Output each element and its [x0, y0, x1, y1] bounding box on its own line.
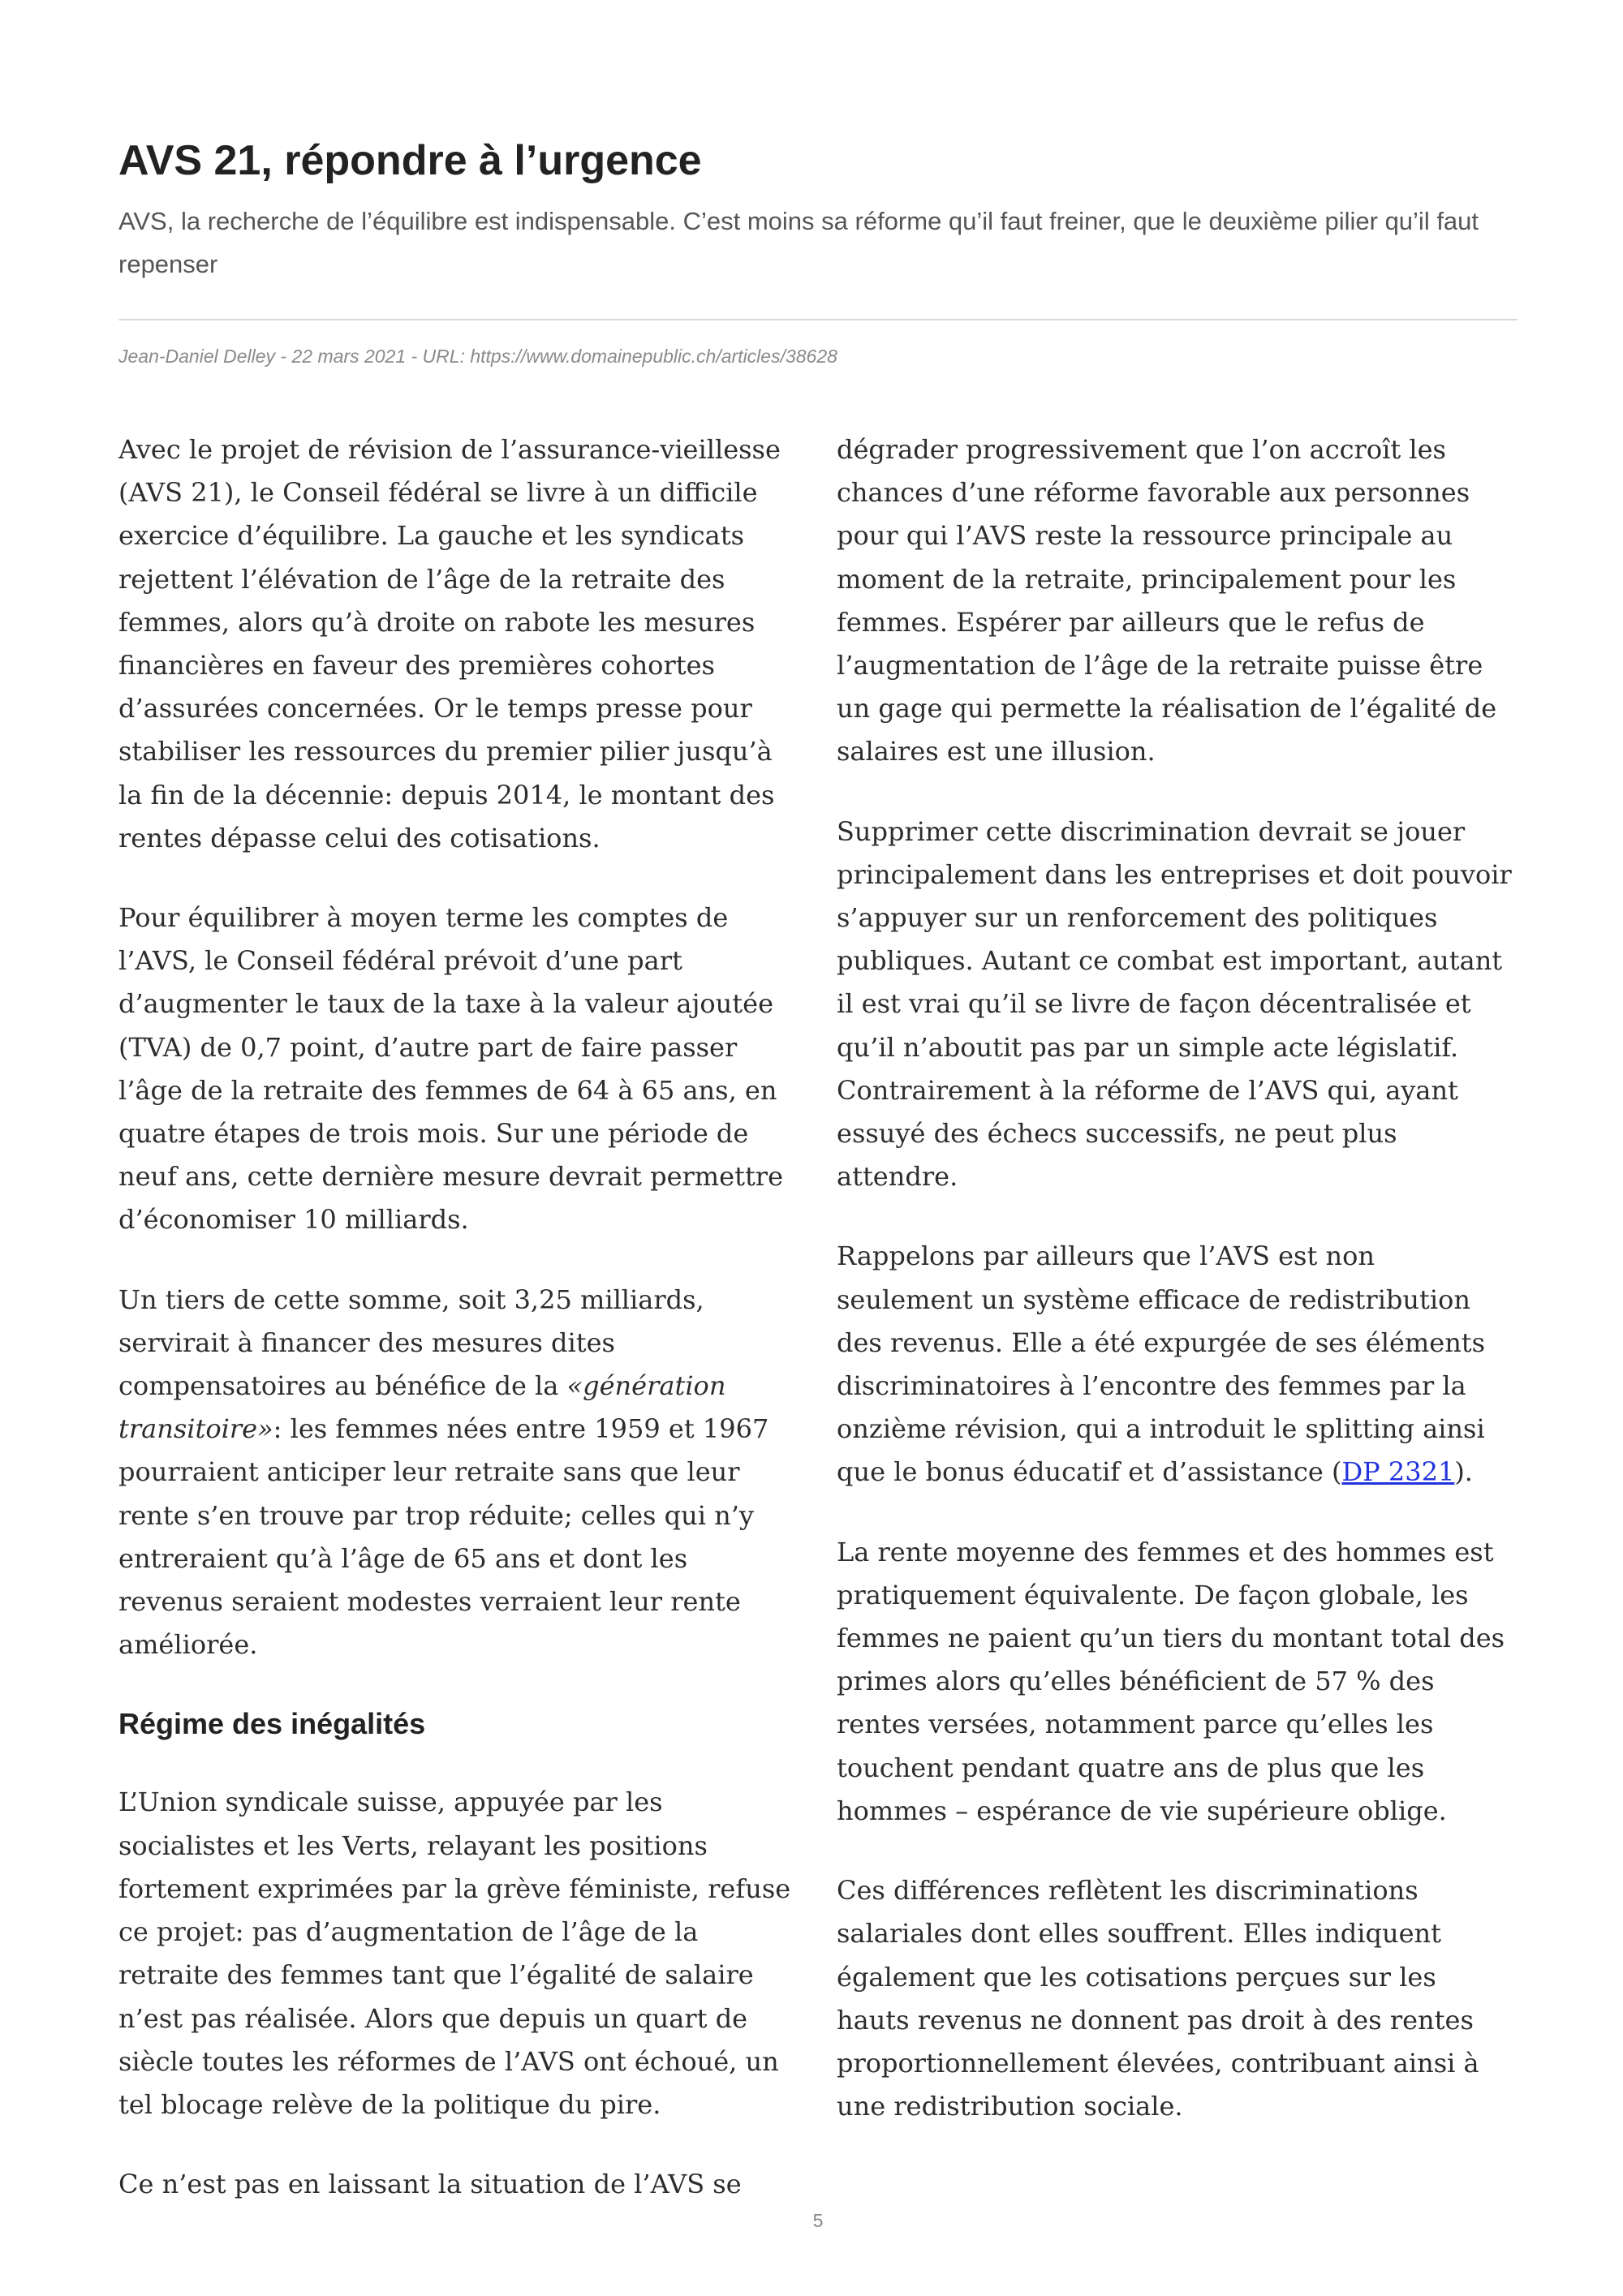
paragraph [118, 1279, 796, 1667]
paragraph: dégrader progressivement que l’on accroît les chances d’une réforme favorable aux personnes pour qui l’AVS reste la ressource principale au moment de la retraite, principalement pour les femmes. Espérer par ailleurs que le refus de l’augmentation de l’âge de la retraite puisse être un gage qui permette la réalisation de l’égalité de salaires est une illusion. [837, 434, 1497, 767]
section-heading: Régime des inégalités [118, 1707, 426, 1741]
article-title: AVS 21, répondre à l’urgence [118, 137, 702, 184]
paragraph: L’Union syndicale suisse, appuyée par les socialistes et les Verts, relayant les positions fortement exprimées par la grève féministe, refuse ce projet: pas d’augmentation de l’âge de la retraite des femmes tant que l’égalité de salaire n’est pas réalisée. Alors que depuis un quart de siècle toutes les réformes de l’AVS ont échoué, un tel blocage relève de la politique du pire. [118, 1786, 791, 2120]
paragraph: Supprimer cette discrimination devrait se jouer principalement dans les entreprises et doit pouvoir s’appuyer sur un renforcement des politiques publiques. Autant ce combat est important, autant il est vrai qu’il se livre de façon décentralisée et qu’il n’aboutit pas par un simple acte législatif. Contrairement à la réforme de l’AVS qui, ayant essuyé des échecs successifs, ne peut plus attendre. [837, 815, 1512, 1193]
paragraph: Ce n’est pas en laissant la situation de l’AVS se [118, 2169, 742, 2200]
paragraph: La rente moyenne des femmes et des hommes est pratiquement équivalente. De façon globale, les femmes ne paient qu’un tiers du montant total des primes alors qu’elles bénéficient de 57 % des rentes versées, notamment parce qu’elles les touchent pendant quatre ans de plus que les hommes – espérance de vie supérieure oblige. [837, 1536, 1505, 1826]
paragraph: Avec le projet de révision de l’assurance-vieillesse (AVS 21), le Conseil fédéral se livre à un difficile exercice d’équilibre. La gauche et les syndicats rejettent l’élévation de l’âge de la retraite des femmes, alors qu’à droite on rabote les mesures financières en faveur des premières cohortes d’assurées concernées. Or le temps presse pour stabiliser les ressources du premier pilier jusqu’à la fin de la décennie: depuis 2014, le montant des rentes dépasse celui des cotisations. [118, 434, 781, 853]
paragraph-text: : les femmes nées entre 1959 et 1967 pourraient anticiper leur retraite sans que leur rente s’en trouve par trop réduite; celles qui n’y entreraient qu’à l’âge de 65 ans et dont les revenus seraient modestes verraient leur rente améliorée. [118, 1413, 769, 1661]
article-page [118, 0, 1518, 2296]
dp-2321-link[interactable]: DP 2321 [1341, 1456, 1455, 1488]
paragraph-text: ). [1454, 1456, 1473, 1488]
left-column [118, 428, 796, 2242]
paragraph-text: Rappelons par ailleurs que l’AVS est non seulement un système efficace de redistribution des revenus. Elle a été expurgée de ses éléments discriminatoires à l’encontre des femmes par la onzième révision, qui a introduit le splitting ainsi que le bonus éducatif et d’assistance ( [837, 1240, 1486, 1488]
article-subtitle: AVS, la recherche de l’équilibre est indispensable. C’est moins sa réforme qu’il faut freiner, que le deuxième pilier qu’il faut repenser [118, 207, 1479, 278]
right-column [837, 428, 1514, 2165]
article-byline: Jean-Daniel Delley - 22 mars 2021 - URL: https://www.domainepublic.ch/articles/38628 [118, 346, 837, 367]
emphasized-text: «génération transitoire» [118, 1370, 726, 1445]
page-number: 5 [812, 2210, 824, 2231]
header-divider [118, 319, 1518, 320]
paragraph: Pour équilibrer à moyen terme les comptes de l’AVS, le Conseil fédéral prévoit d’une part d’augmenter le taux de la taxe à la valeur ajoutée (TVA) de 0,7 point, d’autre part de faire passer l’âge de la retraite des femmes de 64 à 65 ans, en quatre étapes de trois mois. Sur une période de neuf ans, cette dernière mesure devrait permettre d’économiser 10 milliards. [118, 902, 784, 1236]
paragraph-text: Un tiers de cette somme, soit 3,25 milliards, servirait à financer des mesures dites compensatoires au bénéfice de la [118, 1283, 704, 1402]
paragraph: Ces différences reflètent les discriminations salariales dont elles souffrent. Elles indiquent également que les cotisations perçues sur les hauts revenus ne donnent pas droit à des rentes proportionnellement élevées, contribuant ainsi à une redistribution sociale. [837, 1875, 1479, 2122]
paragraph [837, 1235, 1514, 1494]
